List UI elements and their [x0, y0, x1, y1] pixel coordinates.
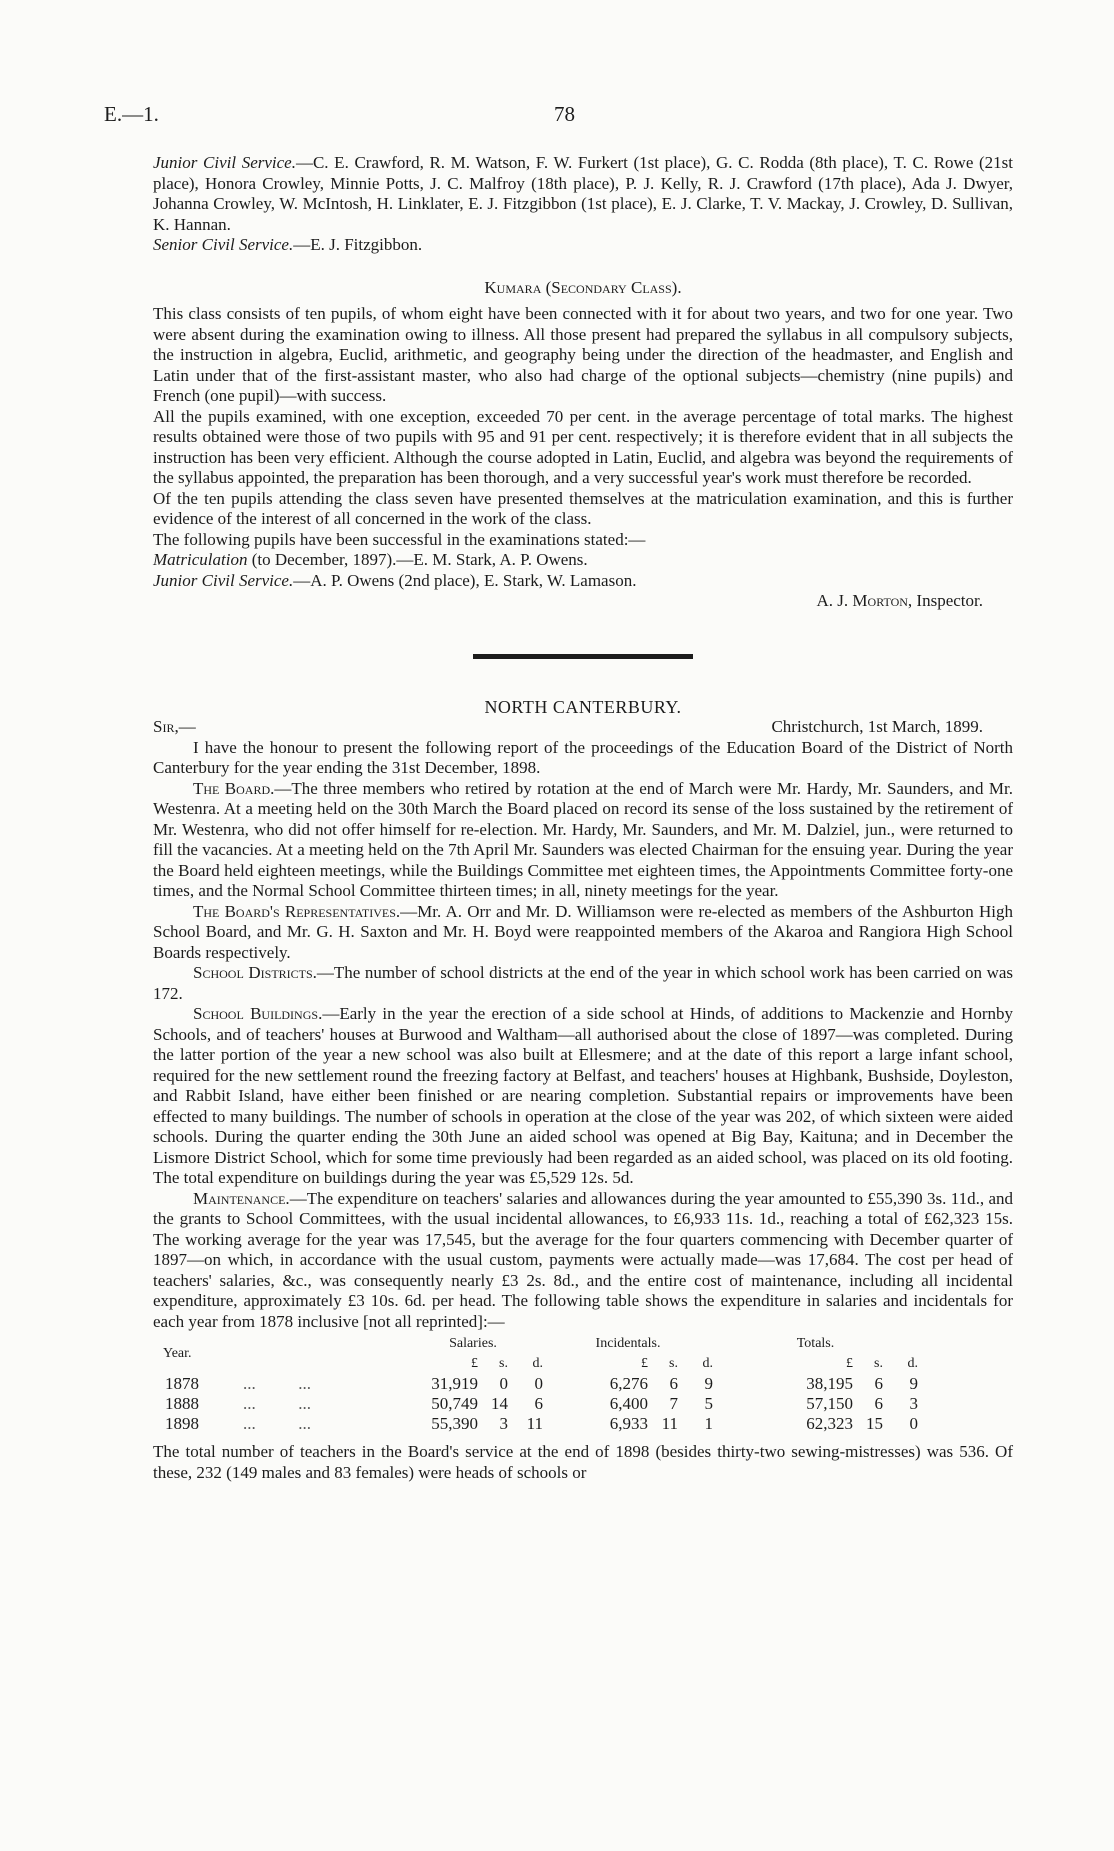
unit-pounds: £	[471, 1356, 478, 1371]
row-year: 1888	[165, 1394, 199, 1413]
cell-incidentals-pence: 1	[704, 1414, 713, 1433]
row-year: 1898	[165, 1414, 199, 1433]
kumara-paragraph-3: Of the ten pupils attending the class seven have presented themselves at the matriculation examination, and this is further evidence of the interest of all concerned in the work of the class.	[153, 488, 1013, 528]
inspector-signature	[153, 591, 1013, 612]
districts-label: School Districts.	[193, 963, 317, 982]
maintenance-label: Maintenance.	[193, 1188, 290, 1208]
salutation-line	[153, 717, 1013, 738]
inspector-role: , Inspector.	[907, 591, 983, 610]
maintenance-text: —The expenditure on teachers' salaries and allowances during the year amounted to £55,390 3s. 11d., and the grants to School Committees, with the usual incidental allowances, to £6,933 11s. 1d., reaching a total of £62,323 15s. The working average for the year was 17,545, but the average for the four quarters commencing with December quarter of 1897—on which, in accordance with the usual custom, payments were actually made—was 17,684. The cost per head of teachers' salaries, &c., was consequently nearly £3 2s. 8d., and the entire cost of maintenance, including all incidental expenditure, approximately £3 10s. 6d. per head. The following table shows the expenditure in salaries and incidentals for each year from 1878 inclusive [not all reprinted]:—	[153, 1188, 1013, 1331]
row-year: 1878	[165, 1374, 199, 1393]
table-row	[153, 1414, 1013, 1434]
col-totals-header: Totals.	[796, 1336, 835, 1351]
section-divider	[473, 654, 693, 659]
districts-text: —The number of school districts at the end of the year in which school work has been carried on was 172.	[153, 963, 1014, 1003]
kumara-heading: Kumara (Secondary Class).	[484, 277, 682, 297]
cell-incidentals-pence: 5	[704, 1394, 713, 1413]
intro-paragraph: I have the honour to present the following report of the proceedings of the Education Board of the District of North Canterbury for the year ending the 31st December, 1898.	[153, 737, 1013, 777]
cell-incidentals-pounds: 6,276	[609, 1374, 648, 1393]
kumara-junior-label: Junior Civil Service.	[153, 570, 294, 590]
cell-totals-pence: 9	[909, 1374, 918, 1393]
kumara-junior-list	[153, 571, 1013, 592]
cell-totals-pence: 3	[909, 1394, 918, 1413]
cell-totals-pence: 0	[909, 1414, 918, 1433]
cell-salaries-pence: 11	[526, 1414, 543, 1433]
cell-incidentals-pounds: 6,400	[609, 1394, 648, 1413]
kumara-paragraph-1: This class consists of ten pupils, of whom eight have been connected with it for about two years, and two for one year. Two were absent during the examination owing to illness. All those present had prepared the syllabus in all compulsory subjects, the instruction in algebra, Euclid, arithmetic, and geography being under the direction of the headmaster, and English and Latin under that of the first-assistant master, who also had charge of the optional subjects—chemistry (nine pupils) and French (one pupil)—with success.	[153, 304, 1013, 405]
kumara-paragraph-4: The following pupils have been successful in the examinations stated:—	[153, 529, 646, 549]
buildings-text: —Early in the year the erection of a side school at Hinds, of additions to Mackenzie and Hornby Schools, and of teachers' houses at Burwood and Waltham—all authorised about the close of 1897—was completed. During the latter portion of the year a new school was also built at Ellesmere; and at the date of this report a large infant school, required for the new settlement round the freezing factory at Belfast, and teachers' houses at Highbank, Bushside, Doyleston, and Rabbit Island, have either been finished or are nearing completion. Substantial repairs or improvements have been effected to many buildings. The number of schools in operation at the close of the year was 202, of which sixteen were aided schools. During the quarter ending the 30th June an aided school was opened at Big Bay, Kaituna; and in December the Lismore District School, which for some time previously had been regarded as an aided school, was placed on its old footing. The total expenditure on buildings during the year was £5,529 12s. 5d.	[153, 1004, 1013, 1187]
leader-dots: ... ...	[243, 1414, 311, 1433]
cell-incidentals-shillings: 11	[661, 1414, 678, 1433]
cell-incidentals-shillings: 7	[669, 1394, 678, 1413]
senior-civil-service-label: Senior Civil Service.	[153, 235, 294, 254]
buildings-label: School Buildings.	[193, 1004, 323, 1023]
cell-salaries-pounds: 50,749	[431, 1394, 478, 1413]
cell-totals-shillings: 6	[874, 1394, 883, 1413]
kumara-paragraph-2: All the pupils examined, with one exception, exceeded 70 per cent. in the average percentage of total marks. The highest results obtained were those of two pupils with 95 and 91 per cent. respectively; it is therefore evident that in all subjects the instruction has been very efficient. Although the course adopted in Latin, Euclid, and algebra was beyond the requirements of the syllabus appointed, the preparation has been thorough, and a very successful year's work must therefore be recorded.	[153, 406, 1013, 487]
junior-civil-service-label: Junior Civil Service.	[153, 153, 296, 172]
cell-salaries-pence: 6	[534, 1394, 543, 1413]
place-and-date: Christchurch, 1st March, 1899.	[771, 717, 983, 736]
kumara-junior-names: —A. P. Owens (2nd place), E. Stark, W. Lamason.	[293, 570, 637, 590]
col-incidentals-header: Incidentals.	[595, 1336, 661, 1351]
board-label: The Board.	[193, 778, 275, 798]
col-year-header: Year.	[163, 1346, 192, 1361]
salutation: Sir,—	[153, 717, 196, 736]
cell-incidentals-pounds: 6,933	[609, 1414, 648, 1433]
north-canterbury-title: NORTH CANTERBURY.	[484, 696, 682, 717]
page-header	[104, 104, 1010, 130]
representatives-paragraph	[153, 902, 1013, 964]
unit-shillings: s.	[499, 1356, 508, 1371]
buildings-paragraph	[153, 1004, 1013, 1189]
cell-totals-shillings: 6	[874, 1374, 883, 1393]
cell-salaries-shillings: 3	[499, 1414, 508, 1433]
unit-pounds: £	[641, 1356, 648, 1371]
board-paragraph	[153, 779, 1013, 902]
inspector-name: A. J. Morton	[816, 591, 908, 610]
col-salaries-header: Salaries.	[449, 1336, 497, 1351]
representatives-text: —Mr. A. Orr and Mr. D. Williamson were re-elected as members of the Ashburton High School Board, and Mr. G. H. Saxton and Mr. H. Boyd were reappointed members of the Akaroa and Rangiora High School Boards respectively.	[153, 901, 1013, 962]
unit-pence: d.	[907, 1356, 918, 1371]
matriculation-list	[153, 550, 1013, 571]
cell-totals-pounds: 62,323	[806, 1414, 853, 1433]
cell-totals-shillings: 15	[866, 1414, 883, 1433]
representatives-label: The Board's Representatives.	[193, 901, 401, 921]
cell-salaries-pounds: 31,919	[431, 1374, 478, 1393]
matriculation-names: (to December, 1897).—E. M. Stark, A. P. Owens.	[247, 550, 588, 569]
leader-dots: ... ...	[243, 1394, 311, 1413]
table-unit-header	[153, 1354, 1013, 1374]
table-row	[153, 1394, 1013, 1414]
cell-totals-pounds: 38,195	[806, 1374, 853, 1393]
closing-paragraph: The total number of teachers in the Board's service at the end of 1898 (besides thirty-two sewing-mistresses) was 536. Of these, 232 (149 males and 83 females) were heads of schools or	[153, 1442, 1013, 1482]
leader-dots: ... ...	[243, 1374, 311, 1393]
cell-salaries-shillings: 0	[499, 1374, 508, 1393]
unit-pence: d.	[702, 1356, 713, 1371]
expenditure-table	[153, 1334, 1013, 1434]
board-text: —The three members who retired by rotation at the end of March were Mr. Hardy, Mr. Saunders, and Mr. Westenra. At a meeting held on the 30th March the Board placed on record its sense of the loss sustained by the retirement of Mr. Westenra, who did not offer himself for re-election. Mr. Hardy, Mr. Saunders, and Mr. M. Dalziel, jun., were returned to fill the vacancies. At a meeting held on the 7th April Mr. Saunders was elected Chairman for the ensuing year. During the year the Board held eighteen meetings, while the Buildings Committee met eighteen times, the Appointments Committee forty-one times, and the Normal School Committee thirteen times; in all, ninety meetings for the year.	[153, 778, 1013, 900]
cell-incidentals-pence: 9	[704, 1374, 713, 1393]
cell-totals-pounds: 57,150	[806, 1394, 853, 1413]
unit-shillings: s.	[669, 1356, 678, 1371]
cell-incidentals-shillings: 6	[669, 1374, 678, 1393]
unit-pence: d.	[532, 1356, 543, 1371]
table-group-header	[153, 1334, 1013, 1354]
senior-civil-service-names: —E. J. Fitzgibbon.	[293, 235, 423, 254]
table-row	[153, 1374, 1013, 1394]
unit-pounds: £	[846, 1356, 853, 1371]
unit-shillings: s.	[874, 1356, 883, 1371]
cell-salaries-pounds: 55,390	[431, 1414, 478, 1433]
junior-civil-service-names: —C. E. Crawford, R. M. Watson, F. W. Furkert (1st place), G. C. Rodda (8th place), T. C. Rowe (21st place), Honora Crowley, Minnie Potts, J. C. Malfroy (18th place), P. J. Kelly, R. J. Crawford (17th place), Ada J. Dwyer, Johanna Crowley, W. McIntosh, H. Linklater, E. J. Fitzgibbon (1st place), E. J. Clarke, T. V. Mackay, J. Crowley, D. Sullivan, K. Hannan.	[153, 153, 1013, 234]
page-body	[153, 153, 1013, 1483]
page-number: 78	[554, 102, 575, 126]
districts-paragraph	[153, 963, 1013, 1004]
junior-civil-service-list	[153, 153, 1013, 235]
matriculation-label: Matriculation	[153, 550, 248, 569]
maintenance-paragraph	[153, 1189, 1013, 1333]
senior-civil-service-list	[153, 235, 1013, 256]
cell-salaries-shillings: 14	[491, 1394, 508, 1413]
cell-salaries-pence: 0	[534, 1374, 543, 1393]
document-reference: E.—1.	[104, 102, 159, 126]
